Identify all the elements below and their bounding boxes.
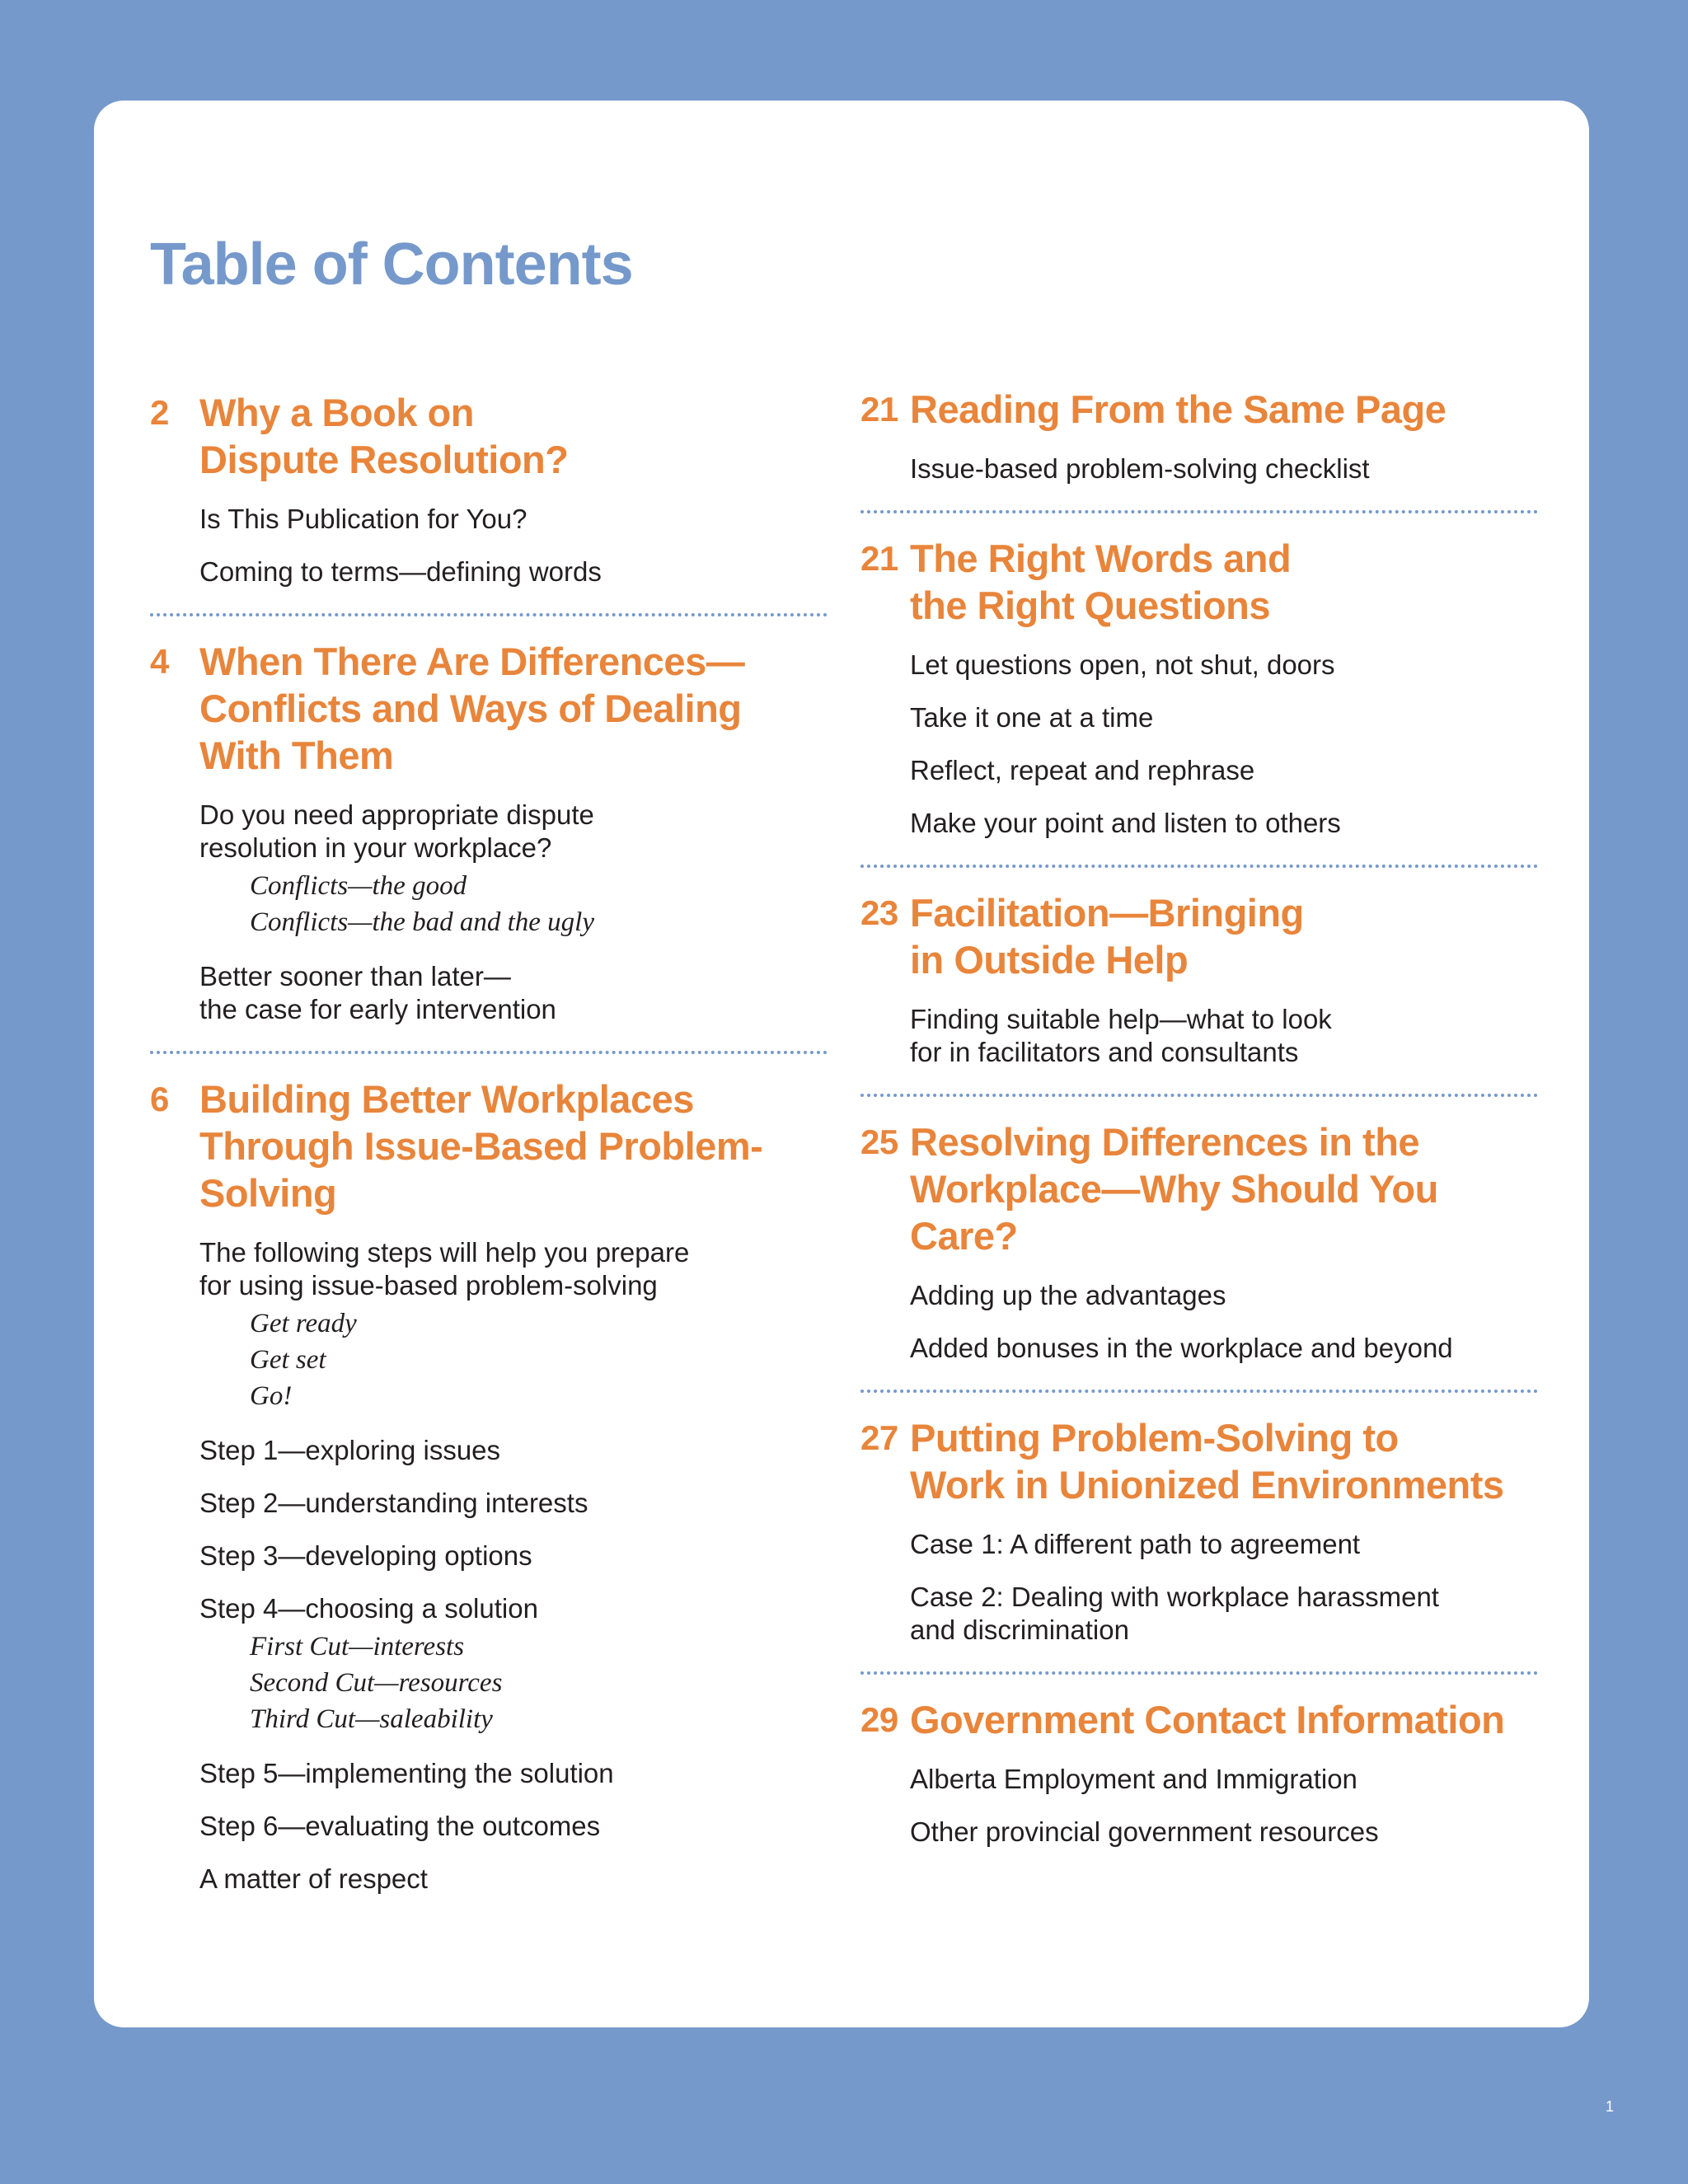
section-page-number: 25 xyxy=(860,1122,898,1161)
section-items xyxy=(910,1003,1538,1069)
page-title: Table of Contents xyxy=(150,232,633,298)
toc-subentries xyxy=(250,868,828,940)
toc-section xyxy=(860,1414,1538,1647)
section-page-number: 4 xyxy=(150,642,169,681)
section-items xyxy=(199,503,828,588)
toc-entry-label: Adding up the advantages xyxy=(910,1280,1226,1310)
toc-section xyxy=(860,1118,1538,1365)
section-items xyxy=(910,649,1538,840)
section-items xyxy=(910,1528,1538,1647)
toc-section xyxy=(860,889,1538,1069)
toc-entry-label: Make your point and listen to others xyxy=(910,808,1341,838)
toc-entry-label: Reflect, repeat and rephrase xyxy=(910,755,1255,785)
toc-entry-label: Issue-based problem-solving checklist xyxy=(910,453,1370,484)
toc-entry-label: Step 1—exploring issues xyxy=(199,1435,501,1465)
toc-entry-label: Other provincial government resources xyxy=(910,1816,1379,1847)
toc-entry[interactable] xyxy=(910,1332,1538,1365)
toc-entry[interactable] xyxy=(199,1810,828,1843)
toc-entry-label: Alberta Employment and Immigration xyxy=(910,1764,1357,1794)
toc-entry-label: A matter of respect xyxy=(199,1863,428,1894)
section-title: Government Contact Information xyxy=(910,1698,1505,1741)
section-heading[interactable] xyxy=(150,389,828,483)
toc-entry[interactable] xyxy=(199,1236,828,1414)
section-divider xyxy=(860,1094,1538,1097)
section-page-number: 21 xyxy=(860,390,898,429)
toc-section xyxy=(860,386,1538,485)
section-title: Facilitation—Bringing in Outside Help xyxy=(910,891,1304,982)
toc-entry-label: Step 5—implementing the solution xyxy=(199,1758,614,1788)
section-title: Putting Problem-Solving to Work in Unionized Environments xyxy=(910,1416,1504,1507)
section-page-number: 6 xyxy=(150,1080,169,1118)
section-heading[interactable] xyxy=(150,1076,828,1216)
section-items xyxy=(910,1763,1538,1849)
toc-subentries xyxy=(250,1629,828,1737)
toc-subentry[interactable]: Third Cut—saleability xyxy=(250,1704,493,1734)
toc-entry[interactable] xyxy=(910,1003,1538,1069)
toc-entry[interactable] xyxy=(199,555,828,588)
toc-section xyxy=(860,535,1538,840)
toc-section xyxy=(150,389,828,588)
toc-subentry[interactable]: Get set xyxy=(250,1345,326,1375)
section-page-number: 29 xyxy=(860,1700,898,1739)
section-heading[interactable] xyxy=(860,1696,1538,1743)
section-items xyxy=(910,1279,1538,1365)
section-items xyxy=(199,1236,828,1896)
toc-entry[interactable] xyxy=(199,1487,828,1520)
toc-entry-label: Take it one at a time xyxy=(910,702,1154,733)
section-title: When There Are Differences— Conflicts and Ways of Dealing With Them xyxy=(199,640,745,777)
section-page-number: 2 xyxy=(150,393,169,432)
toc-left-column xyxy=(150,389,828,1915)
toc-entry[interactable] xyxy=(199,1540,828,1572)
section-page-number: 23 xyxy=(860,893,898,932)
section-heading[interactable] xyxy=(860,386,1538,433)
section-divider xyxy=(860,1671,1538,1675)
toc-entry-label: Coming to terms—defining words xyxy=(199,556,602,587)
section-title: Why a Book on Dispute Resolution? xyxy=(199,391,569,481)
section-heading[interactable] xyxy=(860,889,1538,983)
toc-entry[interactable] xyxy=(910,452,1538,485)
page-number: 1 xyxy=(1605,2098,1614,2115)
section-divider xyxy=(150,1051,828,1054)
section-items xyxy=(910,452,1538,485)
section-title: Building Better Workplaces Through Issue-Based Problem- Solving xyxy=(199,1077,763,1215)
toc-entry[interactable] xyxy=(199,1863,828,1896)
toc-entry[interactable] xyxy=(199,1757,828,1790)
section-heading[interactable] xyxy=(860,535,1538,629)
section-items xyxy=(199,799,828,1026)
toc-entry-label: Finding suitable help—what to look for in facilitators and consultants xyxy=(910,1004,1332,1067)
toc-entry-label: Is This Publication for You? xyxy=(199,504,528,534)
toc-entry[interactable] xyxy=(199,503,828,536)
toc-subentry[interactable]: Second Cut—resources xyxy=(250,1668,503,1698)
toc-entry-label: Added bonuses in the workplace and beyond xyxy=(910,1333,1453,1363)
toc-entry[interactable] xyxy=(910,1816,1538,1849)
toc-subentry[interactable]: First Cut—interests xyxy=(250,1632,465,1661)
toc-entry[interactable] xyxy=(910,701,1538,734)
toc-subentry[interactable]: Conflicts—the bad and the ugly xyxy=(250,907,594,937)
toc-entry[interactable] xyxy=(910,1279,1538,1312)
section-divider xyxy=(860,1390,1538,1393)
toc-entry-label: Step 3—developing options xyxy=(199,1540,532,1571)
section-divider xyxy=(150,613,828,616)
section-heading[interactable] xyxy=(860,1414,1538,1508)
section-title: The Right Words and the Right Questions xyxy=(910,537,1292,627)
toc-entry[interactable] xyxy=(910,649,1538,682)
section-divider xyxy=(860,865,1538,868)
section-title: Resolving Differences in the Workplace—Why Should You Care? xyxy=(910,1120,1438,1258)
toc-entry[interactable] xyxy=(199,960,828,1026)
toc-subentry[interactable]: Get ready xyxy=(250,1309,357,1338)
toc-subentry[interactable]: Go! xyxy=(250,1381,293,1411)
toc-subentry[interactable]: Conflicts—the good xyxy=(250,871,467,901)
toc-entry[interactable] xyxy=(910,1581,1538,1647)
section-title: Reading From the Same Page xyxy=(910,387,1447,431)
toc-entry-label: Do you need appropriate dispute resolution in your workplace? xyxy=(199,799,594,863)
toc-entry-label: Case 1: A different path to agreement xyxy=(910,1529,1361,1559)
toc-section xyxy=(150,638,828,1026)
toc-entry-label: Let questions open, not shut, doors xyxy=(910,649,1335,680)
section-page-number: 21 xyxy=(860,539,898,578)
toc-entry-label: Step 4—choosing a solution xyxy=(199,1593,538,1624)
toc-entry[interactable] xyxy=(199,1592,828,1737)
toc-entry-label: Step 6—evaluating the outcomes xyxy=(199,1811,601,1841)
toc-entry[interactable] xyxy=(199,799,828,940)
section-heading[interactable] xyxy=(150,638,828,779)
section-page-number: 27 xyxy=(860,1418,898,1457)
toc-entry-label: Case 2: Dealing with workplace harassment and discrimination xyxy=(910,1582,1439,1645)
toc-entry[interactable] xyxy=(910,1763,1538,1796)
section-heading[interactable] xyxy=(860,1118,1538,1259)
toc-entry-label: The following steps will help you prepare for using issue-based problem-solving xyxy=(199,1237,690,1301)
toc-right-column xyxy=(860,386,1538,1868)
toc-entry[interactable] xyxy=(910,1528,1538,1561)
toc-entry-label: Better sooner than later— the case for early intervention xyxy=(199,961,556,1024)
toc-entry[interactable] xyxy=(910,807,1538,840)
toc-entry[interactable] xyxy=(199,1434,828,1467)
toc-entry-label: Step 2—understanding interests xyxy=(199,1488,588,1518)
section-divider xyxy=(860,510,1538,513)
toc-subentries xyxy=(250,1305,828,1414)
toc-section xyxy=(150,1076,828,1896)
toc-section xyxy=(860,1696,1538,1849)
toc-entry[interactable] xyxy=(910,754,1538,787)
